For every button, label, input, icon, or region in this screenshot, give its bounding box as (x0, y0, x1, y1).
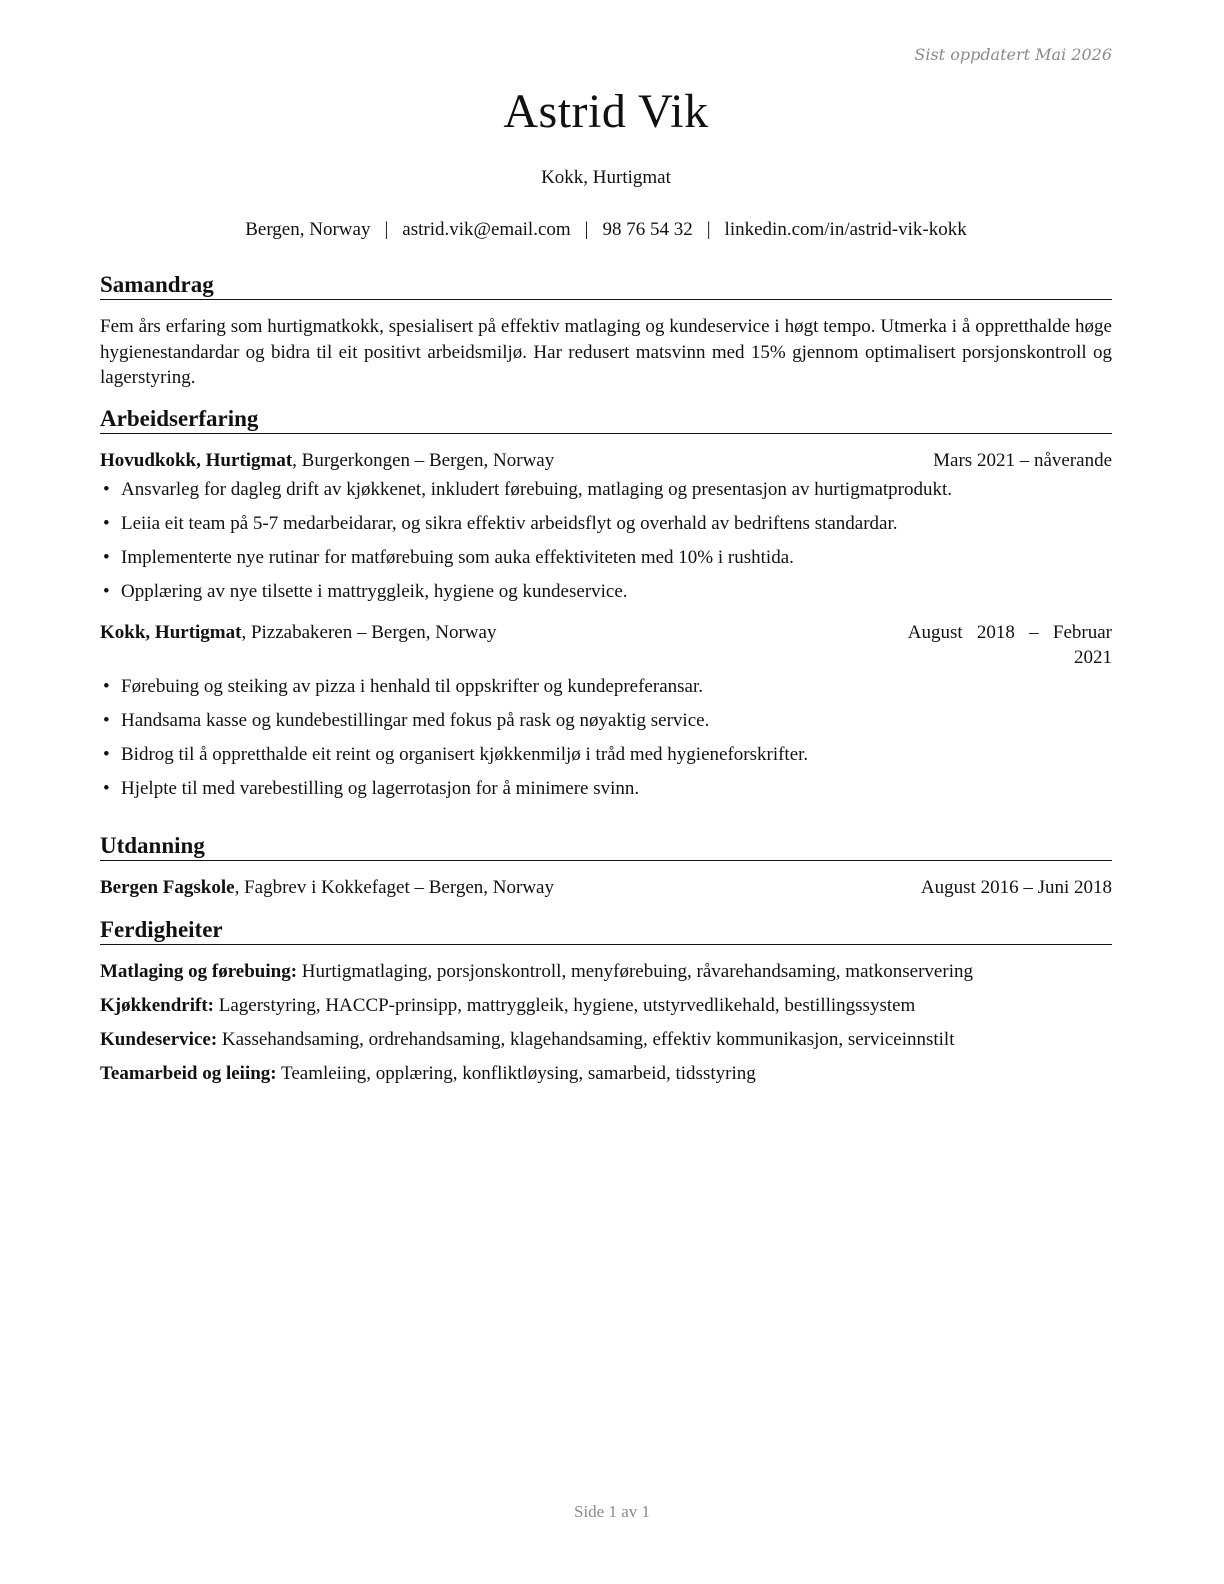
section-title-experience: Arbeidserfaring (100, 405, 1112, 434)
skill-row (100, 1027, 1112, 1052)
education-entry (100, 875, 1112, 900)
list-item: • Handsama kasse og kundebestillingar med fokus på rask og nøyaktig service. (103, 710, 710, 731)
skill-label: Kundeservice: (100, 1029, 218, 1050)
experience-section (100, 405, 1112, 810)
section-title-education: Utdanning (100, 832, 1112, 861)
job-bullets (100, 477, 1112, 604)
last-updated: Sist oppdatert Mai 2026 (914, 45, 1112, 64)
skill-value: Kassehandsaming, ordrehandsaming, klagehandsaming, effektiv kommunikasjon, serviceinnstilt (217, 1029, 955, 1050)
education-school: Bergen Fagskole (100, 877, 235, 898)
job-entry (100, 620, 1112, 801)
skill-label: Matlaging og førebuing: (100, 961, 298, 982)
summary-text: Fem års erfaring som hurtigmatkokk, spesialisert på effektiv matlaging og kundeservice i høgt tempo. Utmerka i å oppretthalde høge hygienestandardar og bidra til eit positivt arbeidsmiljø. Har redusert matsvinn med 15% gjennom optimalisert porsjonskontroll og lagerstyring. (100, 316, 1112, 388)
contact-separator: | (384, 219, 389, 240)
skill-value: Hurtigmatlaging, porsjonskontroll, menyførebuing, råvarehandsaming, matkonservering (297, 961, 973, 982)
list-item: • Implementerte nye rutinar for matførebuing som auka effektiviteten med 10% i rushtida. (103, 547, 794, 568)
education-section (100, 832, 1112, 900)
list-item: • Førebuing og steiking av pizza i henhald til oppskrifter og kundepreferansar. (103, 676, 703, 697)
job-position: Kokk, Hurtigmat (100, 622, 242, 643)
job-employer: , Pizzabakeren – Bergen, Norway (241, 622, 497, 643)
job-position: Hovudkokk, Hurtigmat (100, 450, 293, 471)
skills-section (100, 916, 1112, 1095)
education-dates: August 2016 – Juni 2018 (920, 877, 1112, 898)
contact-line (100, 219, 1112, 241)
page-number: Side 1 av 1 (573, 1502, 651, 1521)
skill-value: Lagerstyring, HACCP-prinsipp, mattryggleik, hygiene, utstyrvedlikehald, bestillingssystem (214, 995, 916, 1016)
job-bullets (100, 674, 1112, 801)
list-item: • Opplæring av nye tilsette i mattryggleik, hygiene og kundeservice. (103, 581, 628, 602)
section-title-summary: Samandrag (100, 271, 1112, 300)
contact-email[interactable]: astrid.vik@email.com (402, 219, 571, 240)
contact-separator: | (584, 219, 589, 240)
job-entry (100, 448, 1112, 604)
skill-label: Teamarbeid og leiing: (100, 1063, 277, 1084)
contact-location: Bergen, Norway (245, 219, 371, 240)
resume-page (100, 0, 1112, 1584)
list-item: • Bidrog til å oppretthalde eit reint og organisert kjøkkenmiljø i tråd med hygieneforskrifter. (103, 744, 809, 765)
education-detail: , Fagbrev i Kokkefaget – Bergen, Norway (234, 877, 554, 898)
job-employer: , Burgerkongen – Bergen, Norway (292, 450, 555, 471)
list-item: • Leiia eit team på 5-7 medarbeidarar, og sikra effektiv arbeidsflyt og overhald av bedriftens standardar. (103, 513, 898, 534)
section-title-skills: Ferdigheiter (100, 916, 1112, 945)
candidate-name: Astrid Vik (503, 85, 709, 138)
summary-section (100, 271, 1112, 391)
list-item: • Ansvarleg for dagleg drift av kjøkkenet, inkludert førebuing, matlaging og presentasjon av hurtigmatprodukt. (103, 479, 953, 500)
skill-row (100, 1061, 1112, 1086)
job-dates: August 2018 – Februar 2021 (907, 622, 1112, 668)
job-header (100, 448, 1112, 473)
contact-separator: | (706, 219, 711, 240)
skill-value: Teamleiing, opplæring, konfliktløysing, samarbeid, tidsstyring (276, 1063, 756, 1084)
skill-row (100, 993, 1112, 1018)
list-item: • Hjelpte til med varebestilling og lagerrotasjon for å minimere svinn. (103, 778, 640, 799)
candidate-role: Kokk, Hurtigmat (541, 167, 671, 188)
contact-linkedin[interactable]: linkedin.com/in/astrid-vik-kokk (724, 219, 967, 240)
skill-row (100, 959, 1112, 984)
job-dates: Mars 2021 – nåverande (933, 450, 1112, 471)
job-header (100, 620, 1112, 670)
skill-label: Kjøkkendrift: (100, 995, 214, 1016)
contact-phone: 98 76 54 32 (602, 219, 693, 240)
